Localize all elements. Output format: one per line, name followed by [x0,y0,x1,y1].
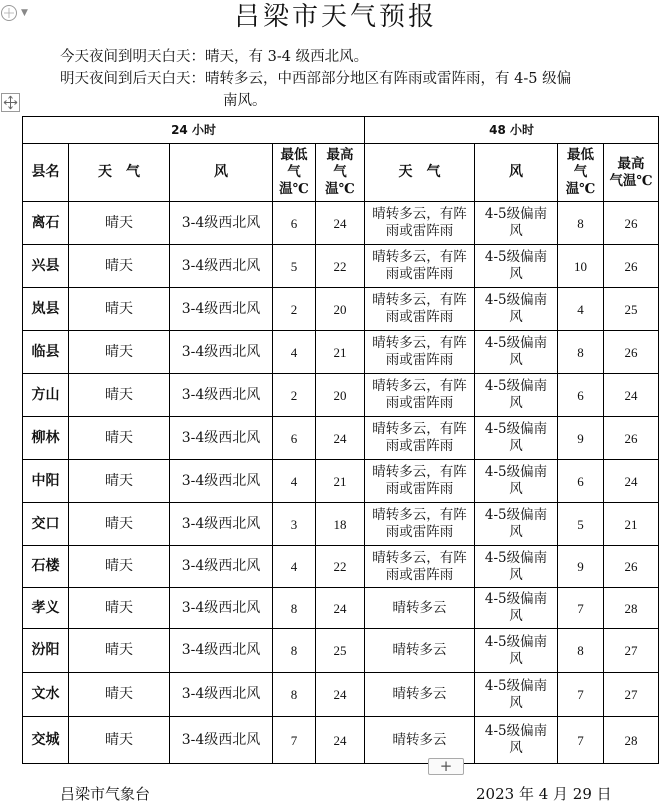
cell-max-temp-48h: 24 [604,374,659,417]
table-row [23,717,659,764]
cell-county: 兴县 [23,245,69,288]
cell-county: 文水 [23,673,69,717]
cell-weather-24h: 晴天 [69,629,170,673]
cell-max-temp-48h: 26 [604,202,659,245]
cell-max-temp-24h: 20 [316,288,365,331]
cell-max-temp-48h: 26 [604,331,659,374]
table-row [23,503,659,546]
cell-county: 汾阳 [23,629,69,673]
cell-weather-48h: 晴转多云，有阵 雨或雷阵雨 [365,331,475,374]
forecast-table [22,116,659,764]
cell-min-temp-48h: 8 [558,331,604,374]
cell-min-temp-24h: 8 [273,629,316,673]
cell-max-temp-48h: 26 [604,245,659,288]
cell-wind-24h: 3-4级西北风 [170,629,273,673]
cell-min-temp-48h: 4 [558,288,604,331]
cell-weather-24h: 晴天 [69,717,170,764]
cell-county: 石楼 [23,546,69,588]
forecast-line-3: 南风。 [223,93,267,109]
cell-min-temp-48h: 8 [558,629,604,673]
cell-min-temp-24h: 4 [273,460,316,503]
cell-weather-48h: 晴转多云，有阵 雨或雷阵雨 [365,288,475,331]
table-row [23,588,659,629]
add-row-button[interactable]: + [428,758,464,775]
footer-date: 2023 年 4 月 29 日 [476,785,612,803]
cell-max-temp-48h: 24 [604,460,659,503]
cell-wind-24h: 3-4级西北风 [170,331,273,374]
cell-max-temp-48h: 27 [604,673,659,717]
cell-weather-48h: 晴转多云，有阵 雨或雷阵雨 [365,417,475,460]
group-header-24h: 24 小时 [23,117,365,144]
cell-min-temp-48h: 9 [558,546,604,588]
cell-min-temp-24h: 8 [273,673,316,717]
table-row [23,374,659,417]
cell-max-temp-24h: 21 [316,460,365,503]
cell-max-temp-24h: 25 [316,629,365,673]
table-row [23,202,659,245]
cell-min-temp-24h: 6 [273,417,316,460]
cell-wind-24h: 3-4级西北风 [170,202,273,245]
cell-weather-24h: 晴天 [69,588,170,629]
cell-min-temp-48h: 7 [558,588,604,629]
cell-min-temp-48h: 6 [558,460,604,503]
cell-weather-48h: 晴转多云，有阵 雨或雷阵雨 [365,202,475,245]
cell-max-temp-24h: 22 [316,546,365,588]
cell-county: 中阳 [23,460,69,503]
cell-min-temp-24h: 4 [273,546,316,588]
cell-wind-48h: 4-5级偏南 风 [475,503,558,546]
table-row [23,546,659,588]
cell-min-temp-24h: 4 [273,331,316,374]
cell-min-temp-24h: 6 [273,202,316,245]
footer-organization: 吕梁市气象台 [60,785,151,803]
forecast-line-1: 今天夜间到明天白天：晴天，有 3-4 级西北风。 [60,49,369,65]
cell-wind-24h: 3-4级西北风 [170,503,273,546]
cell-wind-48h: 4-5级偏南 风 [475,288,558,331]
cell-wind-48h: 4-5级偏南 风 [475,245,558,288]
cell-max-temp-24h: 24 [316,202,365,245]
table-row [23,629,659,673]
cell-weather-48h: 晴转多云，有阵 雨或雷阵雨 [365,374,475,417]
cell-max-temp-24h: 18 [316,503,365,546]
cell-max-temp-48h: 27 [604,629,659,673]
cell-wind-24h: 3-4级西北风 [170,417,273,460]
col-header-wind-24h: 风 [170,144,273,202]
table-row [23,460,659,503]
cell-weather-24h: 晴天 [69,460,170,503]
cell-max-temp-24h: 20 [316,374,365,417]
cell-weather-48h: 晴转多云 [365,629,475,673]
cell-wind-48h: 4-5级偏南 风 [475,673,558,717]
table-row [23,331,659,374]
cell-max-temp-48h: 25 [604,288,659,331]
cell-max-temp-24h: 24 [316,417,365,460]
cell-weather-48h: 晴转多云 [365,673,475,717]
cell-wind-24h: 3-4级西北风 [170,546,273,588]
cell-wind-48h: 4-5级偏南 风 [475,417,558,460]
cell-weather-24h: 晴天 [69,331,170,374]
cell-weather-24h: 晴天 [69,417,170,460]
cell-min-temp-24h: 3 [273,503,316,546]
cell-wind-48h: 4-5级偏南 风 [475,546,558,588]
cell-wind-24h: 3-4级西北风 [170,374,273,417]
col-header-county: 县名 [23,144,69,202]
cell-weather-24h: 晴天 [69,374,170,417]
cell-weather-48h: 晴转多云 [365,588,475,629]
cell-wind-48h: 4-5级偏南 风 [475,588,558,629]
cell-weather-48h: 晴转多云，有阵 雨或雷阵雨 [365,460,475,503]
cell-min-temp-48h: 5 [558,503,604,546]
col-header-min-temp-48h: 最低 气 温℃ [558,144,604,202]
cell-wind-48h: 4-5级偏南 风 [475,629,558,673]
cell-min-temp-24h: 5 [273,245,316,288]
cell-min-temp-24h: 2 [273,288,316,331]
table-row [23,417,659,460]
cell-weather-24h: 晴天 [69,202,170,245]
cell-wind-48h: 4-5级偏南 风 [475,331,558,374]
cell-wind-48h: 4-5级偏南 风 [475,202,558,245]
cell-min-temp-24h: 7 [273,717,316,764]
col-header-max-temp-24h: 最高 气 温℃ [316,144,365,202]
cell-wind-24h: 3-4级西北风 [170,460,273,503]
cell-min-temp-48h: 8 [558,202,604,245]
cell-weather-48h: 晴转多云 [365,717,475,764]
cell-max-temp-24h: 21 [316,331,365,374]
cell-county: 离石 [23,202,69,245]
group-header-48h: 48 小时 [365,117,659,144]
cell-wind-48h: 4-5级偏南 风 [475,374,558,417]
col-header-weather-24h: 天 气 [69,144,170,202]
cell-max-temp-24h: 24 [316,717,365,764]
cell-wind-24h: 3-4级西北风 [170,717,273,764]
chevron-down-icon[interactable]: ▼ [21,8,28,18]
cell-weather-24h: 晴天 [69,503,170,546]
cell-min-temp-48h: 9 [558,417,604,460]
cell-max-temp-24h: 24 [316,673,365,717]
cell-wind-24h: 3-4级西北风 [170,288,273,331]
cell-weather-48h: 晴转多云，有阵 雨或雷阵雨 [365,245,475,288]
cell-wind-24h: 3-4级西北风 [170,588,273,629]
cell-weather-48h: 晴转多云，有阵 雨或雷阵雨 [365,546,475,588]
cell-weather-24h: 晴天 [69,245,170,288]
cell-max-temp-48h: 26 [604,546,659,588]
cell-wind-48h: 4-5级偏南 风 [475,460,558,503]
cell-county: 临县 [23,331,69,374]
table-row [23,288,659,331]
cell-wind-48h: 4-5级偏南 风 [475,717,558,764]
col-header-min-temp-24h: 最低 气 温℃ [273,144,316,202]
cell-county: 方山 [23,374,69,417]
cell-max-temp-48h: 21 [604,503,659,546]
forecast-line-2: 明天夜间到后天白天：晴转多云，中西部部分地区有阵雨或雷阵雨，有 4-5 级偏 [60,71,572,87]
cell-max-temp-24h: 24 [316,588,365,629]
cell-county: 岚县 [23,288,69,331]
table-row [23,673,659,717]
table-row [23,245,659,288]
cell-max-temp-24h: 22 [316,245,365,288]
cell-weather-48h: 晴转多云，有阵 雨或雷阵雨 [365,503,475,546]
cell-county: 孝义 [23,588,69,629]
cell-max-temp-48h: 28 [604,588,659,629]
cell-max-temp-48h: 26 [604,417,659,460]
col-header-weather-48h: 天 气 [365,144,475,202]
cell-min-temp-48h: 10 [558,245,604,288]
cell-county: 交城 [23,717,69,764]
cell-weather-24h: 晴天 [69,673,170,717]
cell-min-temp-24h: 8 [273,588,316,629]
cell-county: 柳林 [23,417,69,460]
cell-max-temp-48h: 28 [604,717,659,764]
cell-county: 交口 [23,503,69,546]
cell-min-temp-48h: 7 [558,717,604,764]
table-move-handle-icon[interactable] [1,93,20,112]
cell-min-temp-48h: 7 [558,673,604,717]
cell-min-temp-48h: 6 [558,374,604,417]
cell-min-temp-24h: 2 [273,374,316,417]
cell-weather-24h: 晴天 [69,546,170,588]
cell-wind-24h: 3-4级西北风 [170,245,273,288]
cell-weather-24h: 晴天 [69,288,170,331]
col-header-wind-48h: 风 [475,144,558,202]
col-header-max-temp-48h: 最高 气温℃ [604,144,659,202]
page-title: 吕梁市天气预报 [233,2,437,32]
cell-wind-24h: 3-4级西北风 [170,673,273,717]
